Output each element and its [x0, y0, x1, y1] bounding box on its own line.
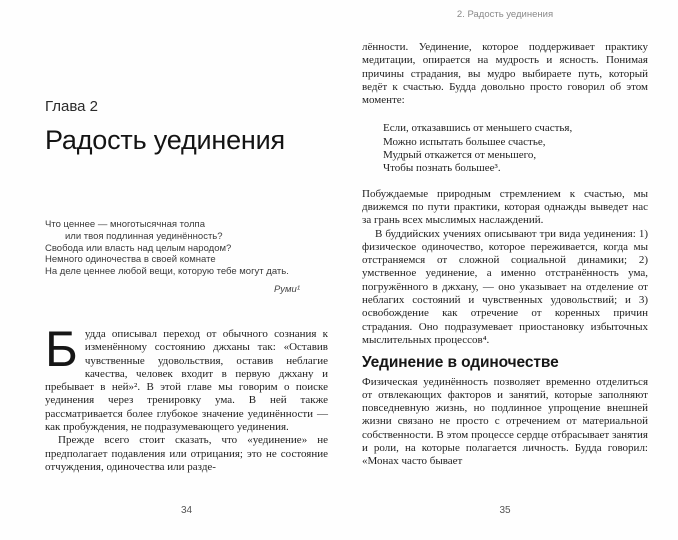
- epigraph-line: Что ценнее — многотысячная толпа: [45, 219, 205, 230]
- verse-line: Чтобы познать большее³.: [383, 162, 501, 175]
- page-number-left: 34: [180, 505, 193, 516]
- left-body-text: [45, 321, 328, 474]
- drop-cap: Б: [45, 321, 78, 377]
- paragraph: В буддийских учениях описывают три вида уединения: 1) физическое одиночество, которое переживается, когда мы отстраняемся от сложной социальной динамики; 2) умственное уединение, а именно отстранённость ума, погружённого в джхану, — оно указывает на отделение от неблагих состояний и чувственных удовольствий; и 3) освобождение как отречение от коренных причин страдания. Оно подразумевает приостановку избыточных мыслительных процессов⁴.: [362, 227, 648, 346]
- paragraph: [45, 321, 328, 434]
- section-subheading: Уединение в одиночестве: [362, 354, 559, 372]
- page-number-right: 35: [499, 505, 511, 516]
- right-body-text: [362, 41, 648, 469]
- paragraph: Прежде всего стоит сказать, что «уединение» не предполагает подавления или отрицания; это не состояние отчуждения, одиночества или разде-: [45, 434, 328, 473]
- verse-line: Если, отказавшись от меньшего счастья,: [383, 122, 573, 135]
- epigraph: [45, 219, 328, 296]
- chapter-label: Глава 2: [45, 98, 99, 115]
- epigraph-line: Немного одиночества в своей комнате: [45, 254, 216, 266]
- paragraph: Побуждаемые природным стремлением к счастью, мы движемся по пути практики, которая однажды выведет нас за грань всех мыслимых наслаждений.: [362, 187, 648, 227]
- page-right: [362, 0, 648, 540]
- epigraph-line: или твоя подлинная уединённость?: [65, 230, 223, 242]
- verse-quote: [383, 122, 648, 175]
- verse-line: Можно испытать большее счастье,: [383, 135, 546, 148]
- running-header: 2. Радость уединения: [456, 9, 554, 20]
- chapter-title: Радость уединения: [45, 125, 285, 155]
- verse-line: Мудрый откажется от меньшего,: [383, 149, 537, 162]
- paragraph-text: удда описывал переход от обычного сознания к изменённому состоянию джханы так: «Оставив чувственные удовольствия, оставив неблагие качества, человек входит в первую джхану и пребывает в ней»². В этой главе мы говорим о поиске уединения через тренировку ума. В ней также рассматривается более глубокое значение уединённости — как пробуждения, не подразумевающего уединения.: [45, 328, 328, 434]
- epigraph-line: Свобода или власть над целым народом?: [45, 242, 232, 254]
- page-left: [45, 0, 328, 540]
- paragraph: Физическая уединённость позволяет временно отделиться от отвлекающих факторов и занятий, которые заполняют повседневную жизнь, но подлинное упрощение внешней жизни связано не просто с отречением от материальной собственности. В этом процессе сердце отбрасывает занятия и роли, на которые полагается личность. Будда говорил: «Монах часто бывает: [362, 375, 648, 468]
- paragraph: лённости. Уединение, которое поддерживает практику медитации, опирается на мудрость и ясность. Понимая причины страдания, вы мудро выбираете путь, который ведёт к счастью. Будда довольно просто говорил об этом моменте:: [362, 41, 648, 107]
- epigraph-line: На деле ценнее любой вещи, которую тебе могут дать.: [45, 266, 289, 278]
- epigraph-attribution: Руми¹: [273, 283, 300, 295]
